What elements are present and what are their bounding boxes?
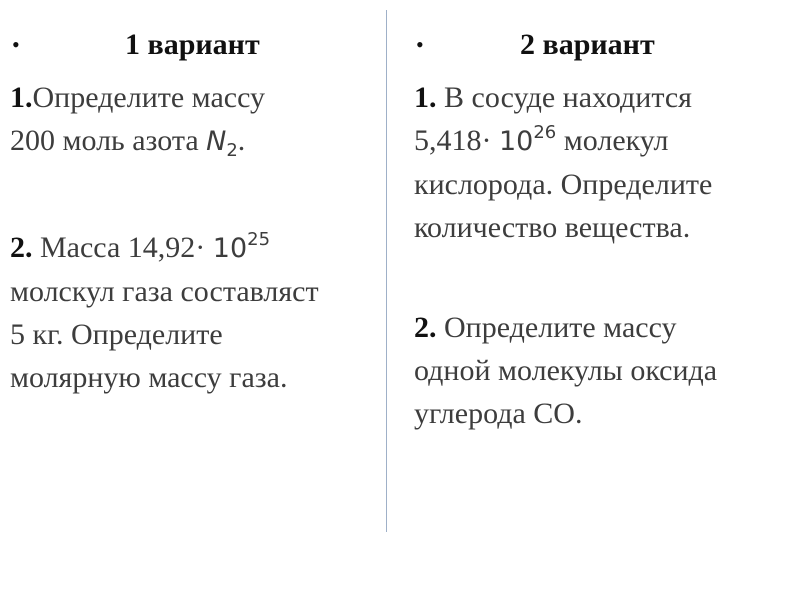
power-exponent: 25 [247, 229, 271, 250]
bullet-icon: • [12, 32, 20, 57]
task-line: количество вещества. [414, 211, 691, 244]
task-text: молекул [556, 124, 669, 157]
bullet-icon: • [416, 32, 424, 57]
task-line: молярную массу газа. [10, 361, 288, 394]
task-line [10, 76, 265, 119]
task-number: 1. [10, 81, 33, 114]
power-base: 10 [499, 126, 534, 157]
task-number: 1. [414, 81, 437, 114]
task-text: 200 моль азота [10, 124, 207, 157]
task-line: молскул газа составляст [10, 275, 319, 308]
variant-2-task-2 [414, 306, 717, 435]
variant-2-task-1 [414, 76, 712, 249]
task-line [414, 76, 712, 119]
task-number: 2. [414, 311, 437, 344]
task-text: Масса 14,92· [32, 231, 213, 264]
variant-1-task-1 [10, 76, 265, 163]
task-line [414, 306, 717, 349]
task-line [414, 119, 712, 163]
formula-symbol: N [206, 126, 227, 157]
variant-1-task-2 [10, 226, 319, 399]
task-line: одной молекулы оксида [414, 354, 718, 387]
task-line: 5 кг. Определите [10, 318, 223, 351]
power-exponent: 26 [533, 122, 557, 143]
variant-2-title: 2 вариант [520, 28, 655, 61]
variant-1-title: 1 вариант [125, 28, 260, 61]
column-divider [386, 10, 387, 532]
power-base: 10 [212, 233, 248, 264]
formula-subscript: 2 [226, 140, 238, 161]
task-number: 2. [10, 231, 33, 264]
task-line [10, 119, 265, 163]
task-line: кислорода. Определите [414, 168, 713, 201]
task-text: Определите массу [32, 81, 265, 114]
task-line: углерода СО. [414, 397, 583, 430]
task-text: В сосуде находится [436, 81, 692, 114]
task-text: . [237, 124, 246, 157]
task-text: 5,418· [414, 124, 499, 157]
task-line [10, 226, 319, 270]
task-text: Определите массу [436, 311, 677, 344]
